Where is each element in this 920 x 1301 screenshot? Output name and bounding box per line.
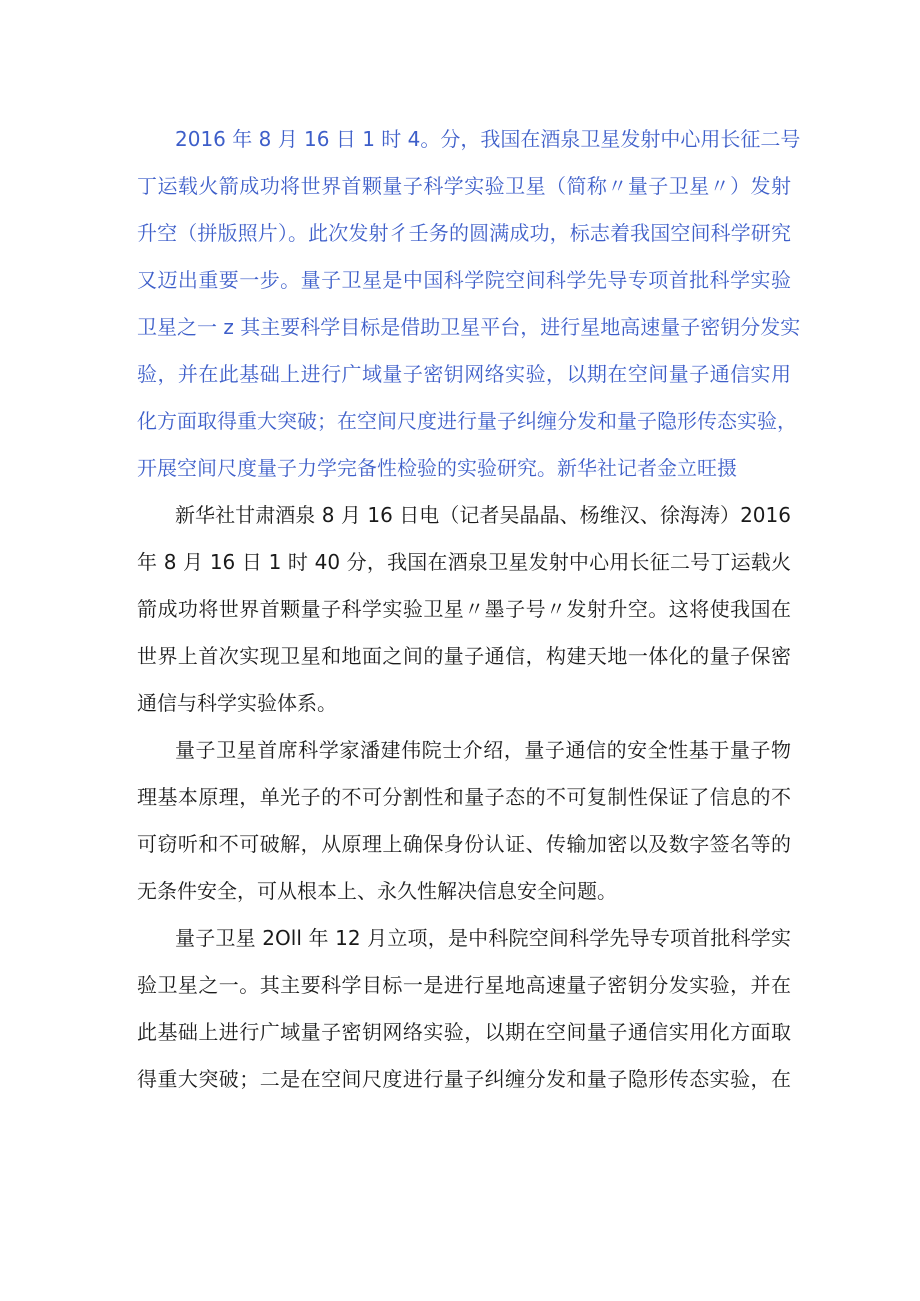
body-paragraph-3 <box>137 915 791 1103</box>
caption-line: 化方面取得重大突破；在空间尺度进行量子纠缠分发和量子隐形传态实验， <box>137 409 797 433</box>
paragraph-line: 世界上首次实现卫星和地面之间的量子通信，构建天地一体化的量子保密 <box>137 644 791 668</box>
paragraph-line: 箭成功将世界首颗量子科学实验卫星〃墨子号〃发射升空。这将使我国在 <box>137 597 791 621</box>
body-paragraph-1 <box>137 492 791 727</box>
caption-line: 升空（拼版照片）。此次发射彳壬务的圆满成功，标志着我国空间科学研究 <box>137 221 791 245</box>
paragraph-line: 得重大突破；二是在空间尺度进行量子纠缠分发和量子隐形传态实验，在 <box>137 1067 791 1091</box>
paragraph-line: 通信与科学实验体系。 <box>137 691 337 715</box>
paragraph-line: 量子卫星 2Oll 年 12 月立项，是中科院空间科学先导专项首批科学实 <box>175 926 791 950</box>
paragraph-line: 此基础上进行广域量子密钥网络实验，以期在空间量子通信实用化方面取 <box>137 1020 791 1044</box>
paragraph-line: 验卫星之一。其主要科学目标一是进行星地高速量子密钥分发实验，并在 <box>137 973 791 997</box>
caption-line: 2016 年 8 月 16 日 1 时 4。分，我国在酒泉卫星发射中心用长征二号 <box>175 127 801 151</box>
caption-line: 又迈出重要一步。量子卫星是中国科学院空间科学先导专项首批科学实验 <box>137 268 791 292</box>
caption-line: 验，并在此基础上进行广域量子密钥网络实验，以期在空间量子通信实用 <box>137 362 791 386</box>
caption-line: 丁运载火箭成功将世界首颗量子科学实验卫星（简称〃量子卫星〃）发射 <box>137 174 791 198</box>
paragraph-line: 年 8 月 16 日 1 时 40 分，我国在酒泉卫星发射中心用长征二号丁运载火 <box>137 550 791 574</box>
caption-line: 卫星之一 z 其主要科学目标是借助卫星平台，进行星地高速量子密钥分发实 <box>137 315 801 339</box>
paragraph-line: 可窃听和不可破解，从原理上确保身份认证、传输加密以及数字签名等的 <box>137 832 791 856</box>
body-paragraph-2 <box>137 727 791 915</box>
paragraph-line: 理基本原理，单光子的不可分割性和量子态的不可复制性保证了信息的不 <box>137 785 791 809</box>
photo-caption <box>137 116 801 492</box>
document-page <box>137 116 801 1103</box>
paragraph-line: 新华社甘肃酒泉 8 月 16 日电（记者吴晶晶、杨维汉、徐海涛）2016 <box>175 503 791 527</box>
caption-line: 开展空间尺度量子力学完备性检验的实验研究。新华社记者金立旺摄 <box>137 456 737 480</box>
paragraph-line: 量子卫星首席科学家潘建伟院士介绍，量子通信的安全性基于量子物 <box>175 738 791 762</box>
paragraph-line: 无条件安全，可从根本上、永久性解决信息安全问题。 <box>137 879 617 903</box>
